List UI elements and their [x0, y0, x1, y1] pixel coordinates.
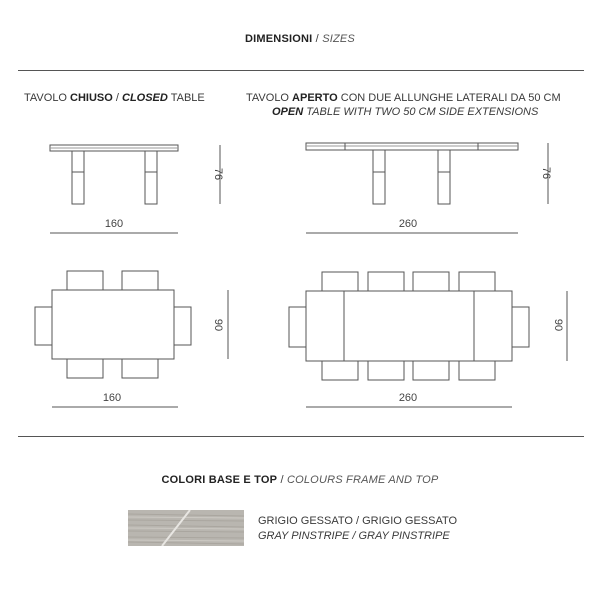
- caption-prefix: TAVOLO: [24, 92, 71, 104]
- colour-option-en: GRAY PINSTRIPE / GRAY PINSTRIPE: [258, 530, 450, 542]
- caption-suffix: TABLE: [167, 92, 205, 104]
- colour-option-it: GRIGIO GESSATO / GRIGIO GESSATO: [258, 515, 458, 527]
- closed-table-side-view: [50, 145, 220, 233]
- colours-title-italic: COLOURS FRAME AND TOP: [286, 474, 439, 486]
- title-italic: SIZES: [322, 33, 355, 45]
- open-width-label: 260: [398, 218, 418, 230]
- caption-bold-italic: OPEN: [272, 106, 304, 118]
- colour-option: [258, 514, 457, 544]
- open-table-top-view: [289, 272, 567, 407]
- swatch-texture: [128, 510, 244, 546]
- colours-title-bold: COLORI BASE E TOP: [161, 474, 278, 486]
- closed-height-label: 76: [212, 167, 224, 181]
- open-top-width-label: 260: [398, 392, 418, 404]
- colours-title-separator: /: [277, 474, 287, 486]
- closed-depth-label: 90: [212, 318, 224, 332]
- closed-top-width-label: 160: [102, 392, 122, 404]
- closed-width-label: 160: [104, 218, 124, 230]
- open-depth-label: 90: [552, 318, 564, 332]
- caption-suffix: CON DUE ALLUNGHE LATERALI DA 50 CM: [337, 92, 561, 104]
- caption-bold: APERTO: [292, 92, 338, 104]
- title-bold: DIMENSIONI: [245, 33, 313, 45]
- open-table-side-view: [306, 143, 548, 233]
- colour-swatch: [128, 510, 244, 546]
- caption-bold: CHIUSO: [70, 92, 113, 104]
- open-height-label: 76: [540, 166, 552, 180]
- bottom-divider: [18, 436, 584, 437]
- title-separator: /: [312, 33, 323, 45]
- caption-prefix: TAVOLO: [246, 92, 293, 104]
- closed-table-top-view: [35, 271, 228, 407]
- caption-separator: /: [112, 92, 122, 104]
- caption-bold-italic: CLOSED: [122, 92, 168, 104]
- caption-suffix: TABLE WITH TWO 50 CM SIDE EXTENSIONS: [303, 106, 539, 118]
- colours-title: [0, 474, 600, 486]
